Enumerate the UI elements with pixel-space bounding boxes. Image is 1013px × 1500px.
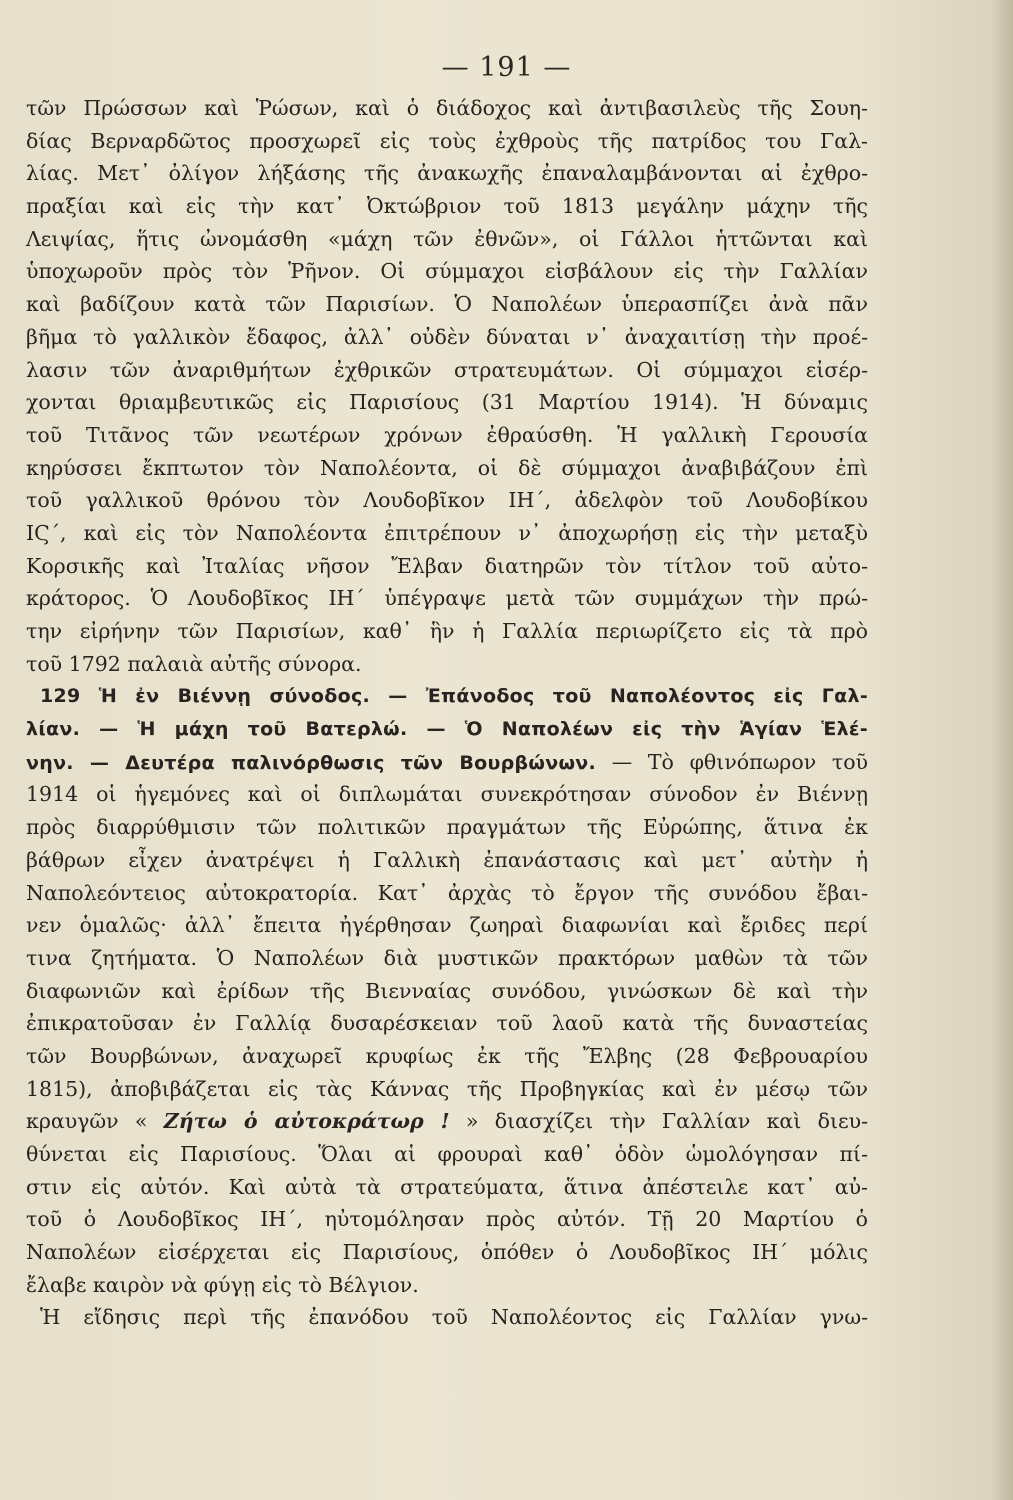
text-line: κηρύσσει ἔκπτωτον τὸν Ναπολέοντα, οἱ δὲ σύμμαχοι ἀναβιβάζουν ἐπὶ: [26, 455, 868, 480]
text-line: θύνεται εἰς Παρισίους. Ὅλαι αἱ φρουραὶ καθ᾽ ὁδὸν ὡμολόγησαν πί-: [26, 1142, 868, 1166]
text-line: καὶ βαδίζουν κατὰ τῶν Παρισίων. Ὁ Ναπολέων ὑπερασπίζει ἀνὰ πᾶν: [26, 292, 868, 317]
text-fragment: » διασχίζει τὴν Γαλλίαν καὶ διευ-: [449, 1109, 868, 1134]
section-heading: λίαν. — Ἡ μάχη τοῦ Βατερλώ. — Ὁ Ναπολέων εἰς τὴν Ἁγίαν Ἑλέ-: [26, 718, 868, 741]
text-line: την εἰρήνην τῶν Παρισίων, καθ᾽ ἣν ἡ Γαλλία περιωρίζετο εἰς τὰ πρὸ: [26, 619, 868, 643]
text-line: ἔλαβε καιρὸν νὰ φύγῃ εἰς τὸ Βέλγιον.: [26, 1272, 419, 1297]
text-line: βῆμα τὸ γαλλικὸν ἔδαφος, ἀλλ᾽ οὐδὲν δύναται ν᾽ ἀναχαιτίσῃ τὴν προέ-: [26, 324, 868, 349]
text-line: Λειψίας, ἥτις ὠνομάσθη «μάχη τῶν ἐθνῶν», οἱ Γάλλοι ἡττῶνται καὶ: [26, 226, 868, 251]
text-line: 1815), ἀποβιβάζεται εἰς τὰς Κάννας τῆς Προβηγκίας καὶ ἐν μέσῳ τῶν: [26, 1076, 868, 1101]
text-line: τῶν Πρώσσων καὶ Ῥώσων, καὶ ὁ διάδοχος καὶ ἀντιβασιλεὺς τῆς Σουη-: [26, 96, 868, 120]
text-line: δίας Βερναρδῶτος προσχωρεῖ εἰς τοὺς ἐχθροὺς τῆς πατρίδος του Γαλ-: [26, 128, 868, 153]
text-line: λίας. Μετ᾽ ὀλίγον λήξάσης τῆς ἀνακωχῆς ἐπαναλαμβάνονται αἱ ἐχθρο-: [26, 161, 868, 186]
section-heading-line: [26, 746, 868, 779]
text-line: χονται θριαμβευτικῶς εἰς Παρισίους (31 Μαρτίου 1914). Ἡ δύναμις: [26, 390, 868, 415]
text-line: τῶν Βουρβώνων, ἀναχωρεῖ κρυφίως ἐκ τῆς Ἔλβης (28 Φεβρουαρίου: [26, 1043, 868, 1068]
text-line: λασιν τῶν ἀναριθμήτων ἐχθρικῶν στρατευμάτων. Οἱ σύμμαχοι εἰσέρ-: [26, 357, 868, 382]
text-line: 1914 οἱ ἡγεμόνες καὶ οἱ διπλωμάται συνεκρότησαν σύνοδον ἐν Βιέννῃ: [26, 782, 868, 807]
text-fragment: κραυγῶν «: [26, 1109, 164, 1134]
text-fragment: — Τὸ φθινόπωρον τοῦ: [596, 749, 868, 774]
text-line: Ναπολεόντειος αὐτοκρατορία. Κατ᾽ ἀρχὰς τὸ ἔργον τῆς συνόδου ἔβαι-: [26, 880, 868, 905]
page-edge-shadow: [991, 0, 1013, 1500]
text-line: τοῦ ὁ Λουδοβῖκος ΙΗ΄, ηὐτομόλησαν πρὸς αὐτόν. Τῇ 20 Μαρτίου ὁ: [26, 1207, 868, 1232]
text-line: Κορσικῆς καὶ Ἰταλίας νῆσον Ἔλβαν διατηρῶν τὸν τίτλον τοῦ αὐτο-: [26, 553, 868, 578]
text-line: πρὸς διαρρύθμισιν τῶν πολιτικῶν πραγμάτων τῆς Εὐρώπης, ἅτινα ἐκ: [26, 815, 868, 840]
text-line: τοῦ γαλλικοῦ θρόνου τὸν Λουδοβῖκον ΙΗ΄, ἀδελφὸν τοῦ Λουδοβίκου: [26, 488, 868, 513]
text-line: ΙϚ΄, καὶ εἰς τὸν Ναπολέοντα ἐπιτρέπουν ν᾽ ἀποχωρήσῃ εἰς τὴν μεταξὺ: [26, 520, 868, 545]
text-line: πραξίαι καὶ εἰς τὴν κατ᾽ Ὀκτώβριον τοῦ 1813 μεγάλην μάχην τῆς: [26, 194, 868, 219]
text-line: βάθρων εἶχεν ἀνατρέψει ἡ Γαλλικὴ ἐπανάστασις καὶ μετ᾽ αὐτὴν ἡ: [26, 847, 868, 872]
text-line: τοῦ 1792 παλαιὰ αὐτῆς σύνορα.: [26, 651, 362, 676]
text-line: τινα ζητήματα. Ὁ Ναπολέων διὰ μυστικῶν πρακτόρων μαθὼν τὰ τῶν: [26, 945, 868, 970]
section-heading: 129 Ἡ ἐν Βιέννῃ σύνοδος. — Ἐπάνοδος τοῦ Ναπολέοντος εἰς Γαλ-: [40, 685, 868, 708]
page-number: — 191 —: [441, 52, 572, 83]
text-line: Ναπολέων εἰσέρχεται εἰς Παρισίους, ὁπόθεν ὁ Λουδοβῖκος ΙΗ΄ μόλις: [26, 1240, 868, 1265]
text-line: διαφωνιῶν καὶ ἐρίδων τῆς Βιενναίας συνόδου, γινώσκων δὲ καὶ τὴν: [26, 978, 868, 1003]
text-line: [26, 1105, 868, 1138]
body-text: [26, 92, 868, 1334]
emphasized-quote: Ζήτω ὁ αὐτοκράτωρ !: [163, 1109, 450, 1134]
text-line: ὑποχωροῦν πρὸς τὸν Ῥῆνον. Οἱ σύμμαχοι εἰσβάλουν εἰς τὴν Γαλλίαν: [26, 259, 868, 284]
text-line: τοῦ Τιτᾶνος τῶν νεωτέρων χρόνων ἐθραύσθη. Ἡ γαλλικὴ Γερουσία: [26, 422, 868, 447]
section-heading: νην. — Δευτέρα παλινόρθωσις τῶν Βουρβώνων.: [26, 751, 597, 774]
text-line: νεν ὁμαλῶς· ἀλλ᾽ ἔπειτα ἠγέρθησαν ζωηραὶ διαφωνίαι καὶ ἔριδες περί: [26, 913, 868, 938]
text-line: Ἡ εἴδησις περὶ τῆς ἐπανόδου τοῦ Ναπολέοντος εἰς Γαλλίαν γνω-: [40, 1305, 868, 1330]
text-line: κράτορος. Ὁ Λουδοβῖκος ΙΗ΄ ὑπέγραψε μετὰ τῶν συμμάχων τὴν πρώ-: [26, 586, 868, 611]
text-line: ἐπικρατοῦσαν ἐν Γαλλίᾳ δυσαρέσκειαν τοῦ λαοῦ κατὰ τῆς δυναστείας: [26, 1011, 868, 1036]
text-line: στιν εἰς αὐτόν. Καὶ αὐτὰ τὰ στρατεύματα, ἅτινα ἀπέστειλε κατ᾽ αὐ-: [26, 1174, 868, 1199]
